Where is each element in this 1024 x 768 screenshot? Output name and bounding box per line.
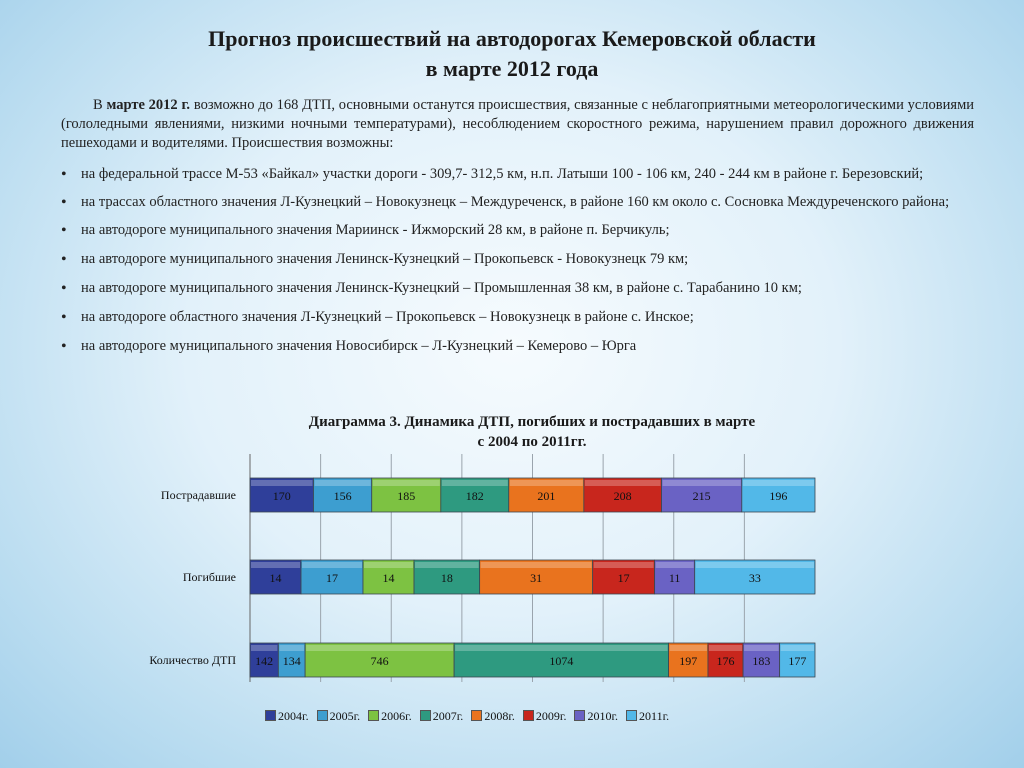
data-label: 170 — [272, 489, 291, 503]
legend-label: 2005г. — [329, 709, 361, 723]
legend-label: 2010г. — [587, 709, 619, 723]
bar-highlight — [743, 480, 814, 486]
intro-bold-date: марте 2012 г. — [106, 97, 191, 113]
data-label: 201 — [537, 489, 556, 503]
stacked-bar-chart — [0, 450, 1024, 700]
legend-swatch — [626, 710, 637, 721]
bar-highlight — [314, 480, 370, 486]
bar-highlight — [744, 645, 779, 651]
data-label: 1074 — [549, 654, 574, 668]
bar-highlight — [251, 645, 277, 651]
forecast-item: • на автодороге областного значения Л-Кузнецкий – Прокопьевск – Новокузнецк в районе с. Инское; — [61, 308, 974, 327]
category-label: Пострадавшие — [160, 488, 236, 502]
bar-highlight — [373, 480, 440, 486]
chart-legend — [265, 709, 677, 724]
bar-highlight — [302, 562, 362, 568]
legend-label: 2006г. — [381, 709, 412, 723]
legend-item — [574, 709, 618, 724]
legend-item — [626, 709, 669, 724]
bar-highlight — [455, 645, 667, 651]
bar-highlight — [251, 480, 312, 486]
forecast-list — [61, 165, 974, 366]
data-label: 197 — [679, 654, 698, 668]
bar-highlight — [663, 480, 741, 486]
data-label: 33 — [748, 571, 761, 585]
page-title — [0, 24, 1024, 84]
forecast-item: • на автодороге муниципального значения Новосибирск – Л-Кузнецкий – Кемерово – Юрга — [61, 337, 974, 356]
data-label: 183 — [752, 654, 771, 668]
chart-title — [250, 412, 814, 452]
bar-highlight — [364, 562, 413, 568]
intro-paragraph — [61, 96, 974, 153]
legend-swatch — [523, 710, 534, 721]
legend-item — [265, 709, 309, 724]
bar-highlight — [415, 562, 479, 568]
bar-highlight — [670, 645, 707, 651]
data-label: 185 — [397, 489, 416, 503]
bar-highlight — [709, 645, 742, 651]
data-label: 18 — [440, 571, 453, 585]
bar-highlight — [510, 480, 583, 486]
forecast-item: • на федеральной трассе М-53 «Байкал» участки дороги - 309,7- 312,5 км, н.п. Латыши 100 - 106 км, 240 - 244 км в районе г. Березовский; — [61, 165, 974, 184]
data-label: 177 — [788, 654, 807, 668]
legend-swatch — [420, 710, 431, 721]
legend-swatch — [368, 710, 379, 721]
bar-highlight — [251, 562, 300, 568]
legend-item — [523, 709, 567, 724]
data-label: 215 — [692, 489, 711, 503]
data-label: 176 — [716, 654, 735, 668]
data-label: 182 — [465, 489, 484, 503]
chart-title-line-1: Диаграмма 3. Динамика ДТП, погибших и пострадавших в марте — [308, 414, 756, 430]
data-label: 31 — [530, 571, 543, 585]
bar-highlight — [585, 480, 661, 486]
category-label: Количество ДТП — [149, 653, 236, 667]
data-label: 14 — [382, 571, 395, 585]
data-label: 208 — [613, 489, 632, 503]
legend-label: 2011г. — [639, 709, 670, 723]
bar-highlight — [696, 562, 814, 568]
bar-highlight — [279, 645, 304, 651]
forecast-item: • на трассах областного значения Л-Кузнецкий – Новокузнецк – Междуреченск, в районе 160 км около с. Сосновка Междуреченского района; — [61, 193, 974, 212]
bar-highlight — [656, 562, 694, 568]
title-line-1: Прогноз происшествий на автодорогах Кемеровской области — [208, 26, 816, 51]
legend-item — [471, 709, 515, 724]
chart-title-line-2: с 2004 по 2011гг. — [477, 434, 587, 450]
forecast-item: • на автодороге муниципального значения Мариинск - Ижморский 28 км, в районе п. Берчикуль; — [61, 221, 974, 240]
data-label: 134 — [282, 654, 301, 668]
legend-swatch — [574, 710, 585, 721]
legend-swatch — [317, 710, 328, 721]
forecast-item: • на автодороге муниципального значения Ленинск-Кузнецкий – Прокопьевск - Новокузнецк 79 км; — [61, 250, 974, 269]
title-line-2: в марте 2012 года — [425, 56, 599, 81]
bar-highlight — [442, 480, 508, 486]
data-label: 17 — [617, 571, 630, 585]
data-label: 156 — [333, 489, 352, 503]
data-label: 196 — [769, 489, 788, 503]
data-label: 11 — [668, 571, 681, 585]
legend-swatch — [265, 710, 276, 721]
legend-label: 2007г. — [432, 709, 464, 723]
data-label: 17 — [326, 571, 339, 585]
bar-highlight — [306, 645, 453, 651]
data-label: 14 — [269, 571, 282, 585]
intro-text: возможно до 168 ДТП, основными останутся происшествия, связанные с неблагоприятными метеорологическими условиями (гололедными явлениями, низкими ночными температурами), несоблюдением скоростного режима, нарушением правил дорожного движения пешеходами и водителями. Происшествия возможны: — [61, 97, 975, 151]
legend-item — [368, 709, 412, 724]
bar-highlight — [781, 645, 814, 651]
intro-prefix: В — [93, 97, 103, 113]
data-label: 746 — [370, 654, 389, 668]
bar-highlight — [594, 562, 654, 568]
legend-swatch — [471, 710, 482, 721]
legend-label: 2009г. — [535, 709, 567, 723]
data-label: 142 — [255, 654, 274, 668]
legend-label: 2008г. — [484, 709, 515, 723]
category-label: Погибшие — [182, 570, 236, 584]
legend-item — [420, 709, 464, 724]
legend-label: 2004г. — [278, 709, 309, 723]
bar-highlight — [481, 562, 592, 568]
legend-item — [317, 709, 361, 724]
forecast-item: • на автодороге муниципального значения Ленинск-Кузнецкий – Промышленная 38 км, в районе с. Тарабанино 10 км; — [61, 279, 974, 298]
